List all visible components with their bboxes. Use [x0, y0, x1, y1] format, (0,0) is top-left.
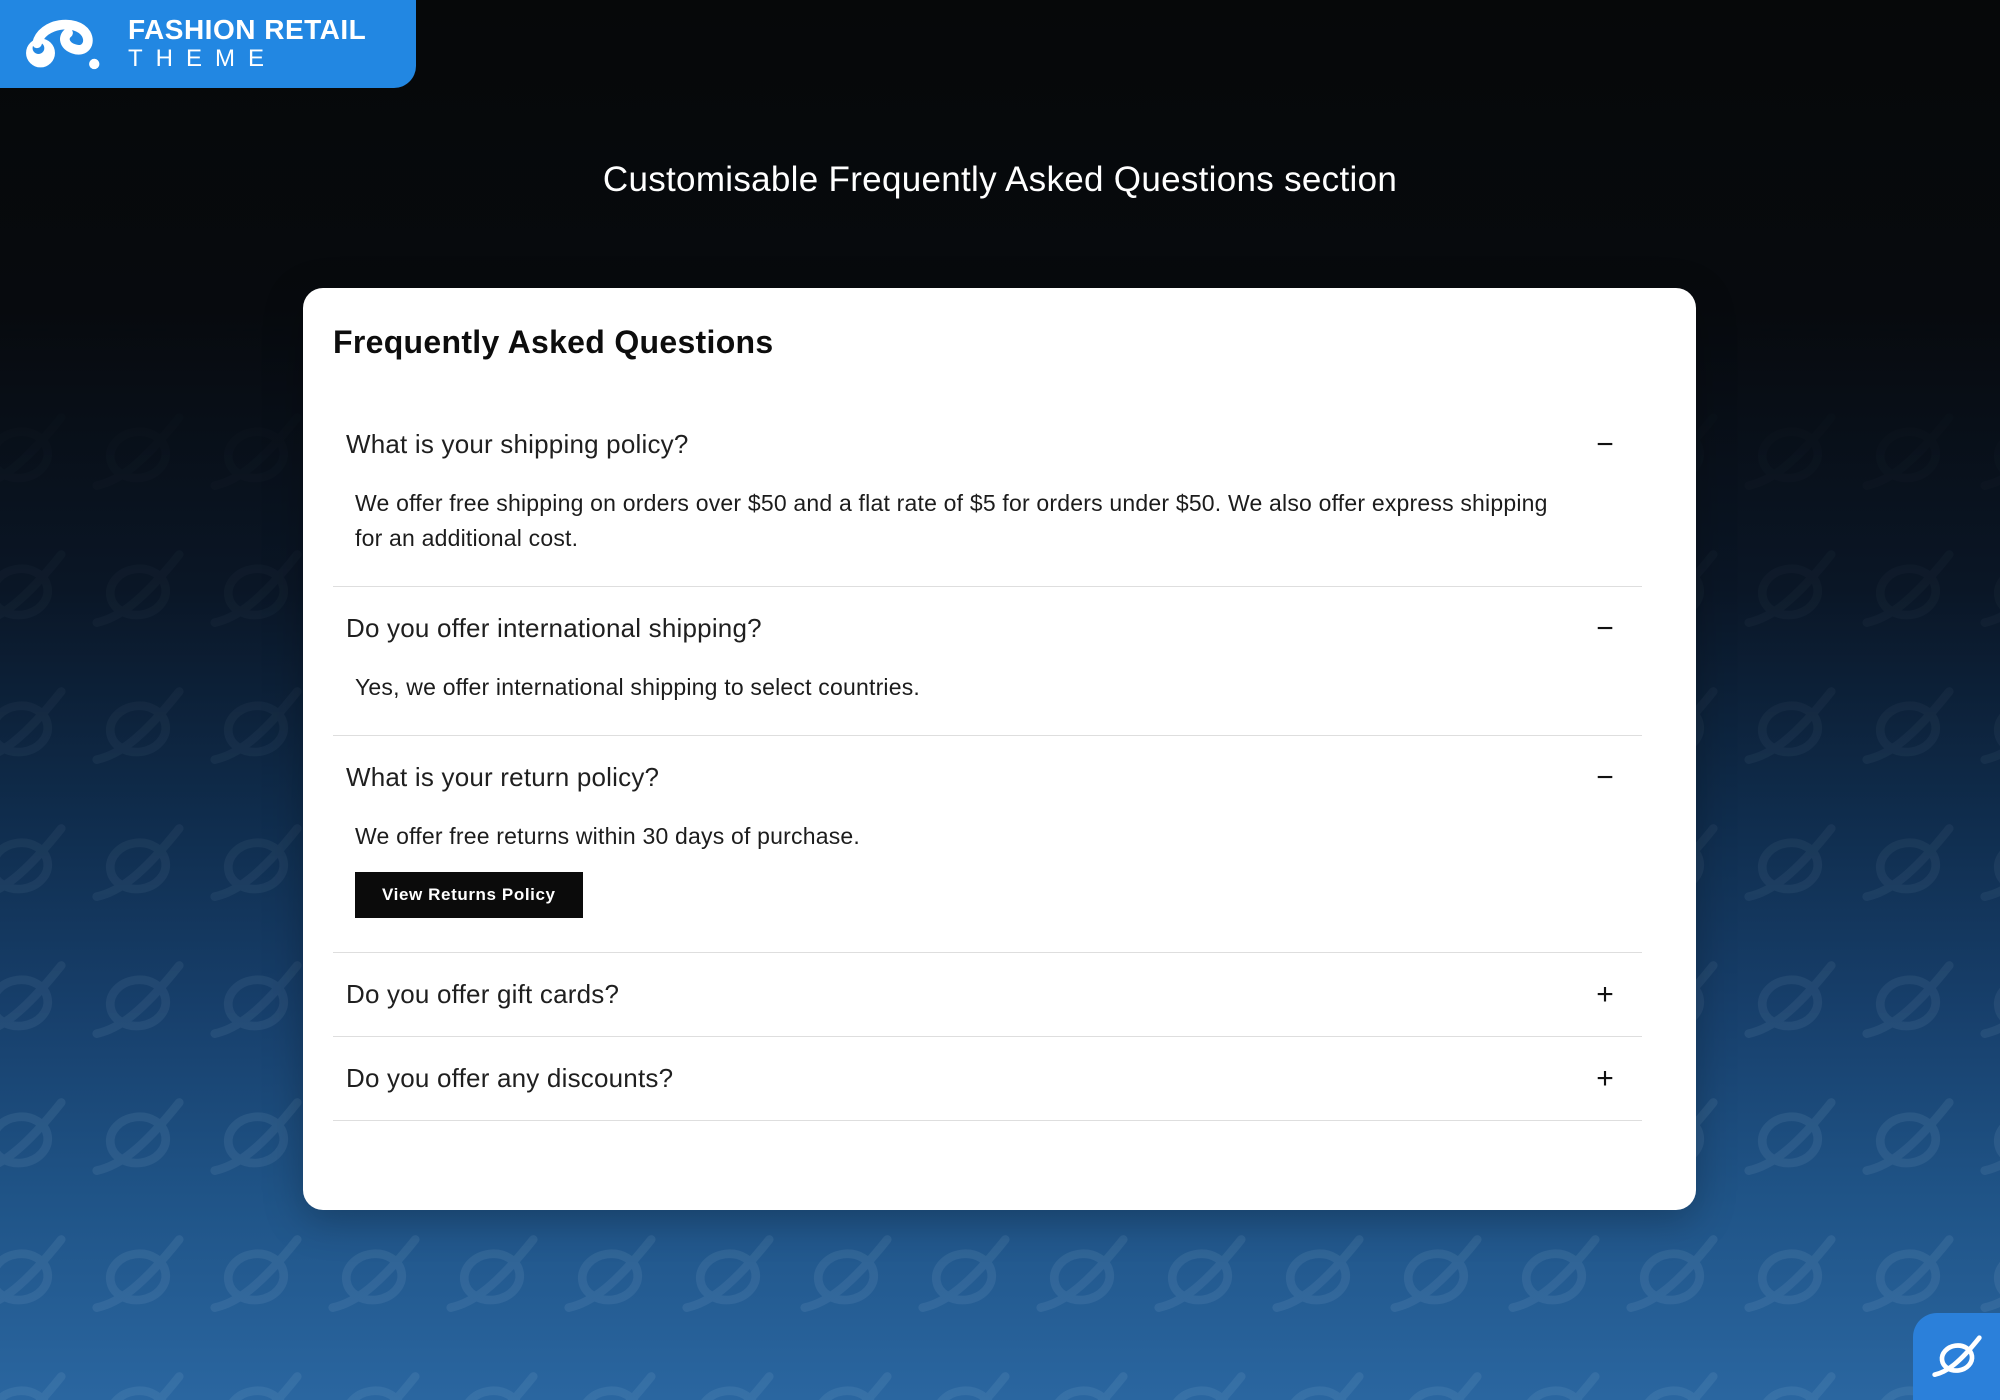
faq-question-text: Do you offer international shipping? — [346, 613, 762, 643]
faq-answer-text: Yes, we offer international shipping to select countries. — [355, 674, 921, 700]
faq-item-international-shipping — [333, 587, 1642, 736]
faq-question-text: What is your shipping policy? — [346, 429, 689, 459]
faq-item-return-policy — [333, 736, 1642, 953]
faq-question-row[interactable] — [333, 1037, 1642, 1120]
collapse-minus-icon[interactable]: − — [1596, 760, 1614, 794]
faq-list — [333, 403, 1642, 1121]
faq-question-row[interactable] — [333, 587, 1642, 670]
corner-brand-tile — [1913, 1313, 2000, 1400]
faq-question-text: Do you offer any discounts? — [346, 1063, 674, 1093]
faq-question-text: Do you offer gift cards? — [346, 979, 620, 1009]
collapse-minus-icon[interactable]: − — [1596, 611, 1614, 645]
faq-question-text: What is your return policy? — [346, 762, 660, 792]
expand-plus-icon[interactable]: + — [1596, 1061, 1614, 1095]
collapse-minus-icon[interactable]: − — [1596, 427, 1614, 461]
faq-item-discounts — [333, 1037, 1642, 1121]
brand-name-line1: FASHION RETAIL — [128, 14, 367, 45]
faq-question-row[interactable] — [333, 403, 1642, 486]
faq-answer-text: We offer free returns within 30 days of purchase. — [355, 823, 860, 849]
faq-question-row[interactable] — [333, 736, 1642, 819]
page-title: Customisable Frequently Asked Questions section — [602, 160, 1398, 199]
brand-text — [128, 15, 366, 73]
expand-plus-icon[interactable]: + — [1596, 977, 1614, 1011]
brand-logo-icon — [1931, 1331, 1983, 1383]
faq-item-shipping-policy — [333, 403, 1642, 587]
faq-question-row[interactable] — [333, 953, 1642, 1036]
brand-badge — [0, 0, 416, 88]
faq-item-gift-cards — [333, 953, 1642, 1037]
faq-answer-text: We offer free shipping on orders over $50 and a flat rate of $5 for orders under $50. We also offer express shipping for an additional cost. — [355, 490, 1548, 551]
brand-name-line2: THEME — [128, 45, 277, 72]
faq-heading: Frequently Asked Questions — [333, 324, 774, 360]
view-returns-policy-button[interactable]: View Returns Policy — [355, 872, 583, 918]
faq-answer-button-wrap — [333, 872, 1642, 952]
brand-logo-icon — [20, 13, 112, 75]
faq-card — [303, 288, 1696, 1210]
